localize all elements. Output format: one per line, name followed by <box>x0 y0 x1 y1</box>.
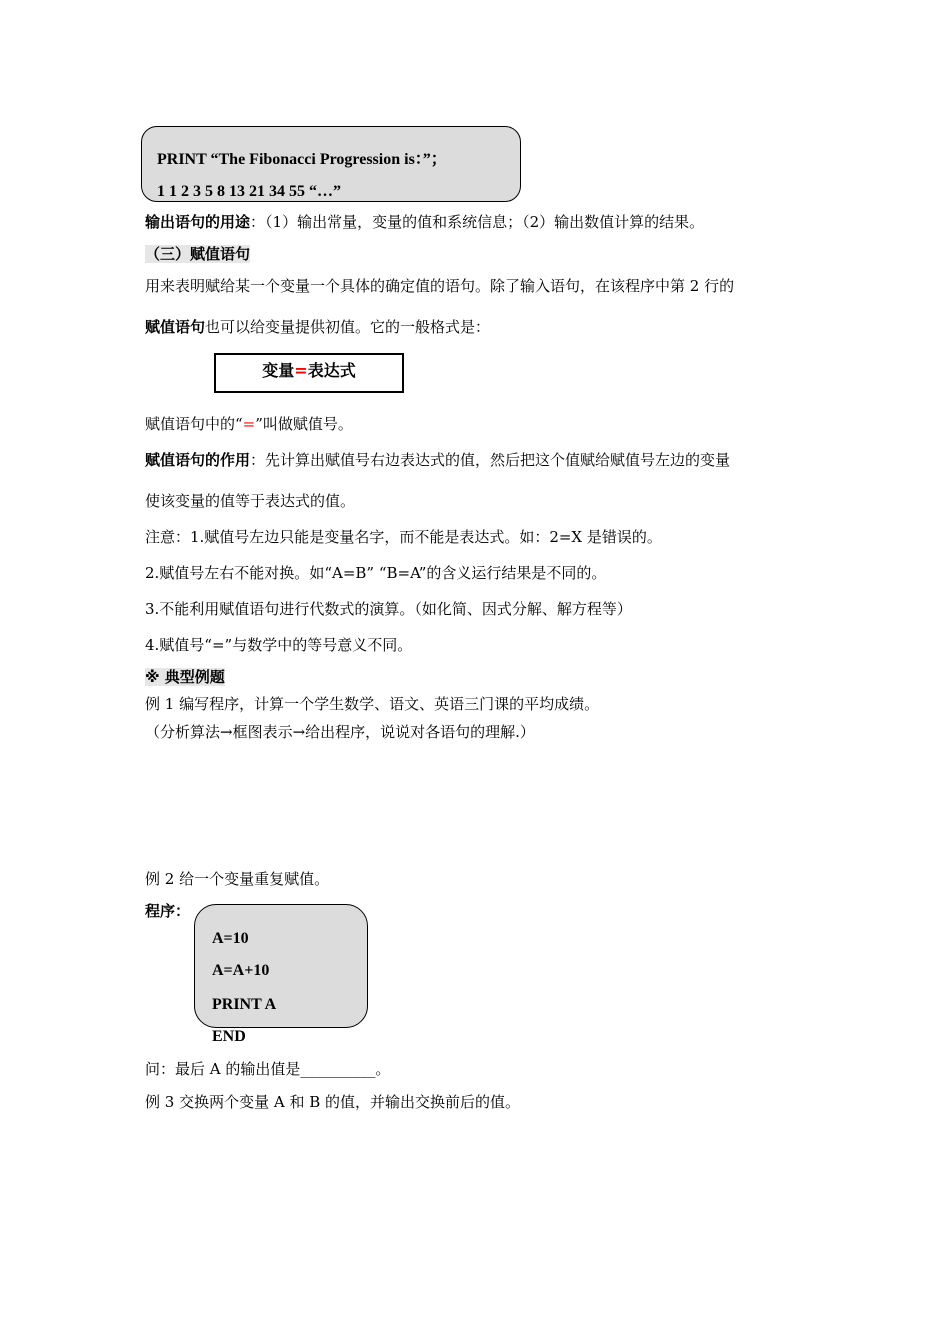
output-usage-label: 输出语句的用途 <box>145 213 251 231</box>
assign-effect-label: 赋值语句的作用 <box>145 451 251 469</box>
examples-heading <box>145 667 225 687</box>
program-line-2: A=A+10 <box>212 962 270 979</box>
note-1: 注意：1.赋值号左边只能是变量名字，而不能是表达式。如：2=X 是错误的。 <box>145 528 662 546</box>
assign-sign-eq: = <box>242 415 256 433</box>
assign-sign-pre: 赋值语句中的“ <box>145 415 243 433</box>
output-usage-line <box>145 212 704 232</box>
assign-effect-line-1 <box>145 450 730 470</box>
assign-intro-rest: 也可以给变量提供初值。它的一般格式是： <box>205 318 491 336</box>
format-variable: 变量 <box>262 361 295 380</box>
program-line-3: PRINT A <box>212 996 277 1013</box>
assign-intro-line-2 <box>145 317 490 337</box>
assign-effect-line-2: 使该变量的值等于表达式的值。 <box>145 492 356 510</box>
section-heading-text: （三）赋值语句 <box>145 245 251 263</box>
format-equals: = <box>294 361 308 380</box>
assign-term: 赋值语句 <box>145 318 206 336</box>
format-box-text <box>214 361 404 381</box>
note-3: 3.不能利用赋值语句进行代数式的演算。（如化简、因式分解、解方程等） <box>145 600 632 618</box>
output-usage-text: （1）输出常量，变量的值和系统信息；（2）输出数值计算的结果。 <box>265 213 705 231</box>
program-line-4: END <box>212 1028 246 1045</box>
assign-sign-line <box>145 414 353 434</box>
note-2: 2.赋值号左右不能对换。如“A=B” “B=A”的含义运行结果是不同的。 <box>145 564 607 582</box>
print-code-line-1: PRINT “The Fibonacci Progression is：”； <box>157 151 447 168</box>
example-1-line-1: 例 1 编写程序，计算一个学生数学、语文、英语三门课的平均成绩。 <box>145 695 600 713</box>
assign-sign-post: ”叫做赋值号。 <box>255 415 353 433</box>
program-line-1: A=10 <box>212 930 249 947</box>
example-1-line-2: （分析算法→框图表示→给出程序，说说对各语句的理解.） <box>145 723 535 741</box>
note-4: 4.赋值号“=”与数学中的等号意义不同。 <box>145 636 413 654</box>
assign-intro-line-1: 用来表明赋给某一个变量一个具体的确定值的语句。除了输入语句，在该程序中第 2 行的 <box>145 277 735 295</box>
examples-heading-text: ※ 典型例题 <box>145 668 225 686</box>
example-3-title: 例 3 交换两个变量 A 和 B 的值，并输出交换前后的值。 <box>145 1093 521 1111</box>
assign-effect-text-1: 先计算出赋值号右边表达式的值，然后把这个值赋给赋值号左边的变量 <box>265 451 731 469</box>
example-2-question: 问：最后 A 的输出值是__________。 <box>145 1060 391 1078</box>
section-heading-assign <box>145 244 250 264</box>
assign-effect-colon: ： <box>250 451 266 469</box>
program-label: 程序： <box>145 902 191 920</box>
print-code-line-2: 1 1 2 3 5 8 13 21 34 55 “…” <box>157 183 341 200</box>
output-usage-colon: ： <box>250 213 266 231</box>
example-2-title: 例 2 给一个变量重复赋值。 <box>145 870 330 888</box>
format-expression: 表达式 <box>307 361 356 380</box>
